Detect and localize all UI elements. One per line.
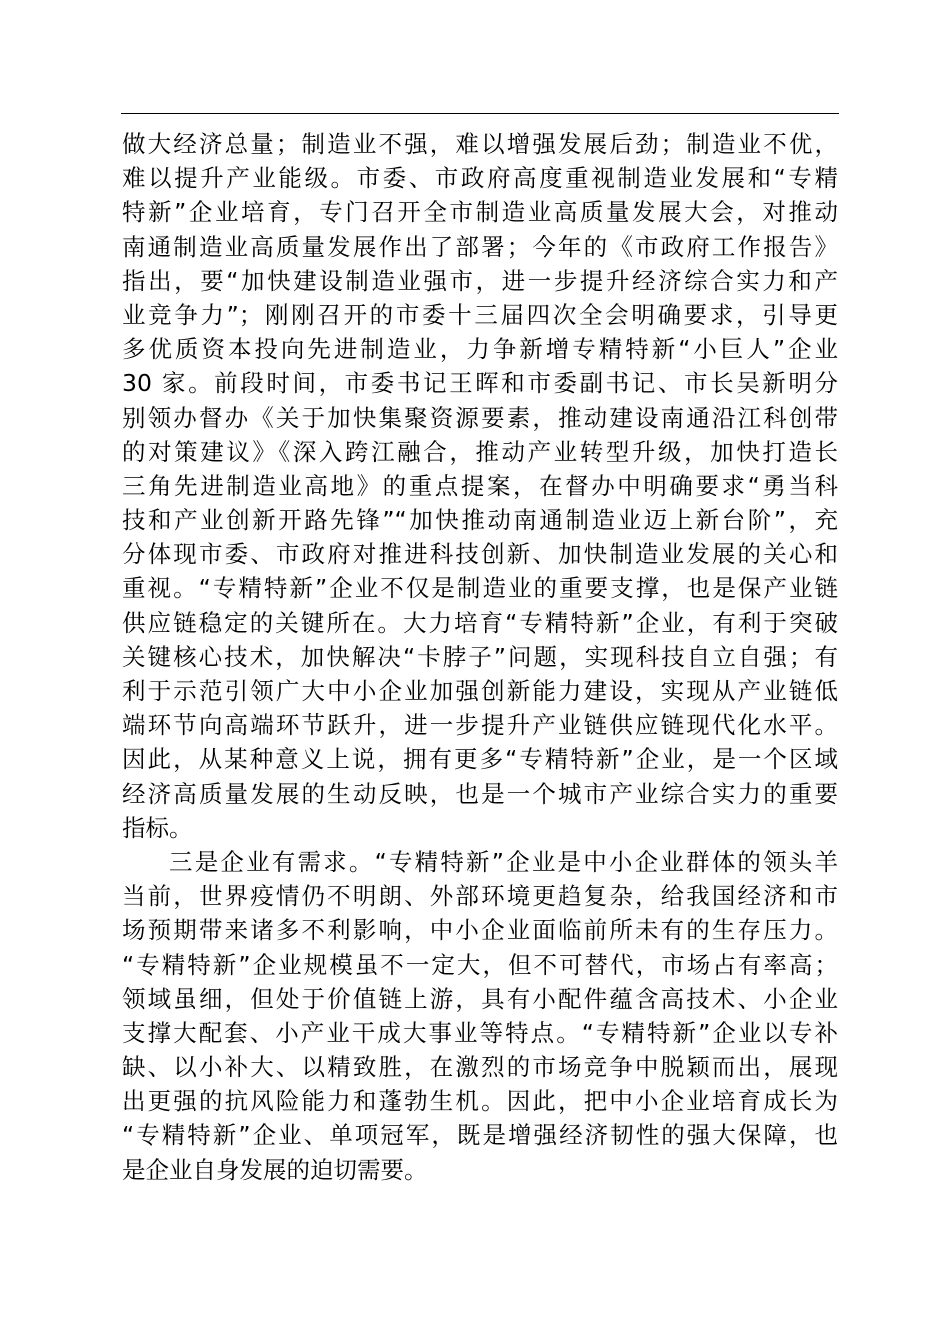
text-line: 三角先进制造业高地》的重点提案，在督办中明确要求“勇当科: [122, 471, 838, 500]
text-line: 的对策建议》《深入跨江融合，推动产业转型升级，加快打造长: [122, 437, 838, 466]
body-text: [122, 127, 838, 1187]
text-line: 出更强的抗风险能力和蓬勃生机。因此，把中小企业培育成长为: [122, 1087, 838, 1116]
text-line: 分体现市委、市政府对推进科技创新、加快制造业发展的关心和: [122, 540, 838, 569]
text-line: 场预期带来诸多不利影响，中小企业面临前所未有的生存压力。: [122, 916, 838, 945]
paragraph-2: [122, 845, 838, 1187]
text-line: 业竞争力”；刚刚召开的市委十三届四次全会明确要求，引导更: [122, 300, 838, 329]
text-line: 别领办督办《关于加快集聚资源要素，推动建设南通沿江科创带: [122, 403, 838, 432]
text-line: “专精特新”企业规模虽不一定大，但不可替代，市场占有率高；: [122, 950, 838, 979]
text-line: 三是企业有需求。“专精特新”企业是中小企业群体的领头羊: [169, 847, 838, 876]
text-line: 端环节向高端环节跃升，进一步提升产业链供应链现代化水平。: [122, 711, 838, 740]
text-line: 指出，要“加快建设制造业强市，进一步提升经济综合实力和产: [122, 266, 838, 295]
text-line: 30 家。前段时间，市委书记王晖和市委副书记、市长吴新明分: [122, 369, 838, 398]
text-line: 当前，世界疫情仍不明朗、外部环境更趋复杂，给我国经济和市: [122, 882, 838, 911]
text-line: 做大经济总量；制造业不强，难以增强发展后劲；制造业不优，: [122, 130, 838, 158]
text-line: 南通制造业高质量发展作出了部署；今年的《市政府工作报告》: [122, 232, 838, 261]
text-line: 领域虽细，但处于价值链上游，具有小配件蕴含高技术、小企业: [122, 984, 838, 1013]
text-line: 指标。: [122, 813, 193, 842]
text-line: 多优质资本投向先进制造业，力争新增专精特新“小巨人”企业: [122, 335, 838, 364]
paragraph-1: [122, 127, 838, 845]
text-line: “专精特新”企业、单项冠军，既是增强经济韧性的强大保障，也: [122, 1121, 838, 1150]
text-line: 技和产业创新开路先锋”“加快推动南通制造业迈上新台阶”，充: [122, 506, 838, 535]
text-line: 利于示范引领广大中小企业加强创新能力建设，实现从产业链低: [122, 677, 838, 705]
header-rule: [121, 113, 839, 114]
text-line: 特新”企业培育，专门召开全市制造业高质量发展大会，对推动: [122, 198, 838, 227]
text-line: 难以提升产业能级。市委、市政府高度重视制造业发展和“专精: [122, 164, 838, 193]
text-line: 是企业自身发展的迫切需要。: [122, 1155, 428, 1184]
text-line: 支撑大配套、小产业干成大事业等特点。“专精特新”企业以专补: [122, 1018, 838, 1047]
text-line: 重视。“专精特新”企业不仅是制造业的重要支撑，也是保产业链: [122, 574, 838, 603]
text-line: 供应链稳定的关键所在。大力培育“专精特新”企业，有利于突破: [122, 608, 838, 637]
text-line: 关键核心技术，加快解决“卡脖子”问题，实现科技自立自强；有: [122, 642, 838, 671]
text-line: 经济高质量发展的生动反映，也是一个城市产业综合实力的重要: [122, 779, 838, 808]
text-line: 缺、以小补大、以精致胜，在激烈的市场竞争中脱颖而出，展现: [122, 1053, 838, 1082]
text-line: 因此，从某种意义上说，拥有更多“专精特新”企业，是一个区域: [122, 745, 838, 774]
